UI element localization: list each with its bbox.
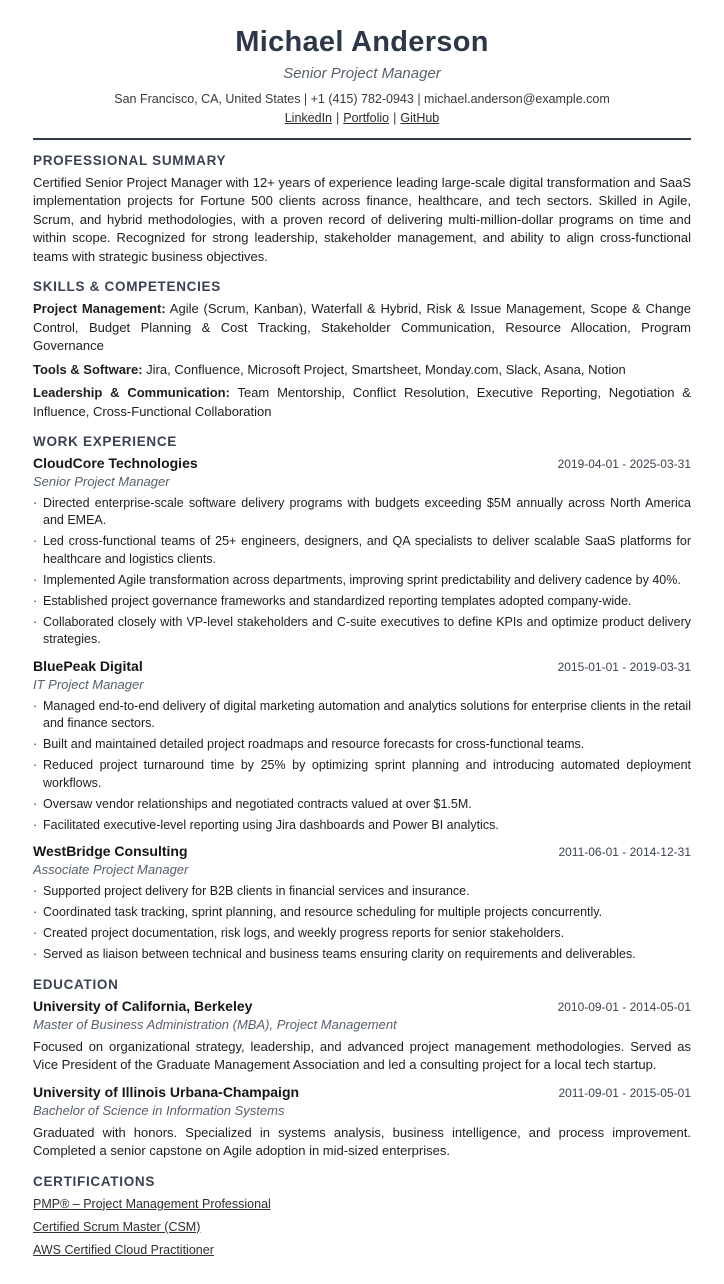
company-name: BluePeak Digital: [33, 657, 143, 674]
job-bullet: · Created project documentation, risk logs, and weekly progress reports for senior stakeholders.: [33, 925, 691, 943]
certification-link-csm[interactable]: Certified Scrum Master (CSM): [33, 1219, 201, 1234]
skill-group-tools-software: [33, 361, 691, 379]
job-bullet: · Served as liaison between technical and business teams ensuring clarity on requirements and deliverables.: [33, 946, 691, 964]
job-bullet: · Supported project delivery for B2B clients in financial services and insurance.: [33, 883, 691, 901]
candidate-name: Michael Anderson: [235, 26, 489, 58]
skill-group-leadership: [33, 384, 691, 421]
link-separator: |: [393, 111, 397, 125]
contact-info: San Francisco, CA, United States | +1 (415) 782-0943 | michael.anderson@example.com: [114, 92, 610, 106]
section-certifications: [33, 1174, 691, 1259]
skill-group-values: Agile (Scrum, Kanban), Waterfall & Hybrid, Risk & Issue Management, Scope & Change Control, Budget Planning & Cost Tracking, Stakeholder Communication, Resource Allocation, Program Governance: [33, 301, 691, 354]
bullet-marker: ·: [33, 534, 38, 549]
degree-name: Master of Business Administration (MBA), Project Management: [33, 1016, 397, 1032]
job-bullet: · Led cross-functional teams of 25+ engineers, designers, and QA specialists to deliver scalable SaaS platforms for healthcare and logistics clients.: [33, 533, 691, 568]
section-professional-summary: [33, 153, 691, 266]
section-heading-certifications: CERTIFICATIONS: [33, 1173, 156, 1189]
section-education: [33, 977, 691, 1161]
work-entry-header: [33, 843, 691, 859]
bullet-marker: ·: [33, 817, 38, 832]
job-bullet-list: [33, 883, 691, 964]
certification-link-pmp[interactable]: PMP® – Project Management Professional: [33, 1196, 271, 1211]
job-bullet: · Implemented Agile transformation across departments, improving sprint predictability and delivery cadence by 40%.: [33, 572, 691, 590]
job-role: Associate Project Manager: [33, 862, 189, 878]
header-divider: [33, 138, 691, 140]
institution-name: University of California, Berkeley: [33, 997, 253, 1014]
job-bullet-list: [33, 698, 691, 835]
education-entry-header: [33, 1084, 691, 1100]
skill-group-label: Leadership & Communication:: [33, 385, 230, 401]
bullet-marker: ·: [33, 737, 38, 752]
bullet-marker: ·: [33, 698, 38, 713]
section-work-experience: [33, 434, 691, 964]
link-separator: |: [336, 111, 340, 125]
company-name: CloudCore Technologies: [33, 454, 198, 471]
section-heading-education: EDUCATION: [33, 976, 119, 992]
bullet-marker: ·: [33, 495, 38, 510]
bullet-marker: ·: [33, 593, 38, 608]
section-heading-summary: PROFESSIONAL SUMMARY: [33, 153, 227, 168]
job-bullet: · Oversaw vendor relationships and negotiated contracts valued at over $1.5M.: [33, 796, 691, 814]
certification-item: [33, 1241, 691, 1259]
skill-group-label: Project Management:: [33, 301, 166, 317]
portfolio-link[interactable]: Portfolio: [343, 111, 390, 125]
candidate-title: Senior Project Manager: [283, 65, 441, 82]
github-link[interactable]: GitHub: [400, 111, 440, 125]
company-name: WestBridge Consulting: [33, 843, 188, 860]
education-entry-header: [33, 998, 691, 1014]
work-entry-header: [33, 455, 691, 471]
education-dates: 2010-09-01 - 2014-05-01: [557, 999, 691, 1014]
work-entry-header: [33, 658, 691, 674]
institution-name: University of Illinois Urbana-Champaign: [33, 1083, 300, 1100]
resume-header: [33, 26, 691, 125]
work-entry-westbridge: [33, 843, 691, 964]
work-entry-cloudcore: [33, 455, 691, 649]
skill-group-label: Tools & Software:: [33, 361, 143, 377]
certification-item: [33, 1218, 691, 1236]
bullet-marker: ·: [33, 884, 38, 899]
bullet-marker: ·: [33, 905, 38, 920]
job-bullet: · Established project governance frameworks and standardized reporting templates adopted company-wide.: [33, 593, 691, 611]
job-bullet-list: [33, 495, 691, 649]
job-bullet: · Reduced project turnaround time by 25% by optimizing sprint planning and introducing automated deployment workflows.: [33, 757, 691, 792]
education-entry-berkeley: [33, 998, 691, 1075]
section-skills: [33, 279, 691, 421]
work-entry-bluepeak: [33, 658, 691, 835]
employment-dates: 2015-01-01 - 2019-03-31: [557, 659, 691, 674]
job-bullet: · Facilitated executive-level reporting using Jira dashboards and Power BI analytics.: [33, 817, 691, 835]
profile-links: [33, 111, 691, 125]
bullet-marker: ·: [33, 572, 38, 587]
job-role: IT Project Manager: [33, 676, 144, 692]
summary-text: Certified Senior Project Manager with 12+ years of experience leading large-scale digital transformation and SaaS implementation projects for Fortune 500 clients across finance, healthcare, and tech sectors. Skilled in Agile, Scrum, and hybrid methodologies, with a proven record of delivering multi-million-dollar programs on time and within scope. Recognized for strong leadership, stakeholder management, and ability to align cross-functional teams with strategic business objectives.: [33, 175, 691, 264]
education-entry-illinois: [33, 1084, 691, 1161]
linkedin-link[interactable]: LinkedIn: [284, 111, 332, 125]
job-role: Senior Project Manager: [33, 473, 170, 489]
bullet-marker: ·: [33, 796, 38, 811]
skill-group-project-management: [33, 300, 691, 355]
employment-dates: 2011-06-01 - 2014-12-31: [558, 845, 691, 860]
skill-group-values: Jira, Confluence, Microsoft Project, Smartsheet, Monday.com, Slack, Asana, Notion: [142, 361, 626, 377]
certification-item: [33, 1195, 691, 1213]
job-bullet: · Coordinated task tracking, sprint planning, and resource scheduling for multiple projects concurrently.: [33, 904, 691, 922]
bullet-marker: ·: [33, 926, 38, 941]
section-heading-skills: SKILLS & COMPETENCIES: [33, 279, 221, 295]
education-dates: 2011-09-01 - 2015-05-01: [558, 1085, 691, 1100]
job-bullet: · Managed end-to-end delivery of digital marketing automation and analytics solutions for enterprise clients in the retail and finance sectors.: [33, 698, 691, 733]
bullet-marker: ·: [33, 614, 38, 629]
job-bullet: · Built and maintained detailed project roadmaps and resource forecasts for cross-functional teams.: [33, 736, 691, 754]
education-description: Focused on organizational strategy, leadership, and advanced project management methodologies. Served as Vice President of the Graduate Management Association and led a consulting project for a local tech startup.: [33, 1038, 691, 1073]
degree-name: Bachelor of Science in Information Systems: [33, 1102, 285, 1118]
certification-list: [33, 1195, 691, 1259]
employment-dates: 2019-04-01 - 2025-03-31: [557, 456, 691, 471]
education-description: Graduated with honors. Specialized in systems analysis, business intelligence, and process improvement. Completed a senior capstone on Agile adoption in mid-sized enterprises.: [33, 1124, 691, 1159]
job-bullet: · Directed enterprise-scale software delivery programs with budgets exceeding $5M annually across North America and EMEA.: [33, 495, 691, 530]
bullet-marker: ·: [33, 758, 38, 773]
job-bullet: · Collaborated closely with VP-level stakeholders and C-suite executives to define KPIs and optimize product delivery strategies.: [33, 614, 691, 649]
skill-group-values: Team Mentorship, Conflict Resolution, Executive Reporting, Negotiation & Influence, Cross-Functional Collaboration: [33, 385, 691, 419]
section-heading-work: WORK EXPERIENCE: [33, 433, 178, 449]
certification-link-aws[interactable]: AWS Certified Cloud Practitioner: [33, 1242, 214, 1257]
bullet-marker: ·: [33, 947, 38, 962]
